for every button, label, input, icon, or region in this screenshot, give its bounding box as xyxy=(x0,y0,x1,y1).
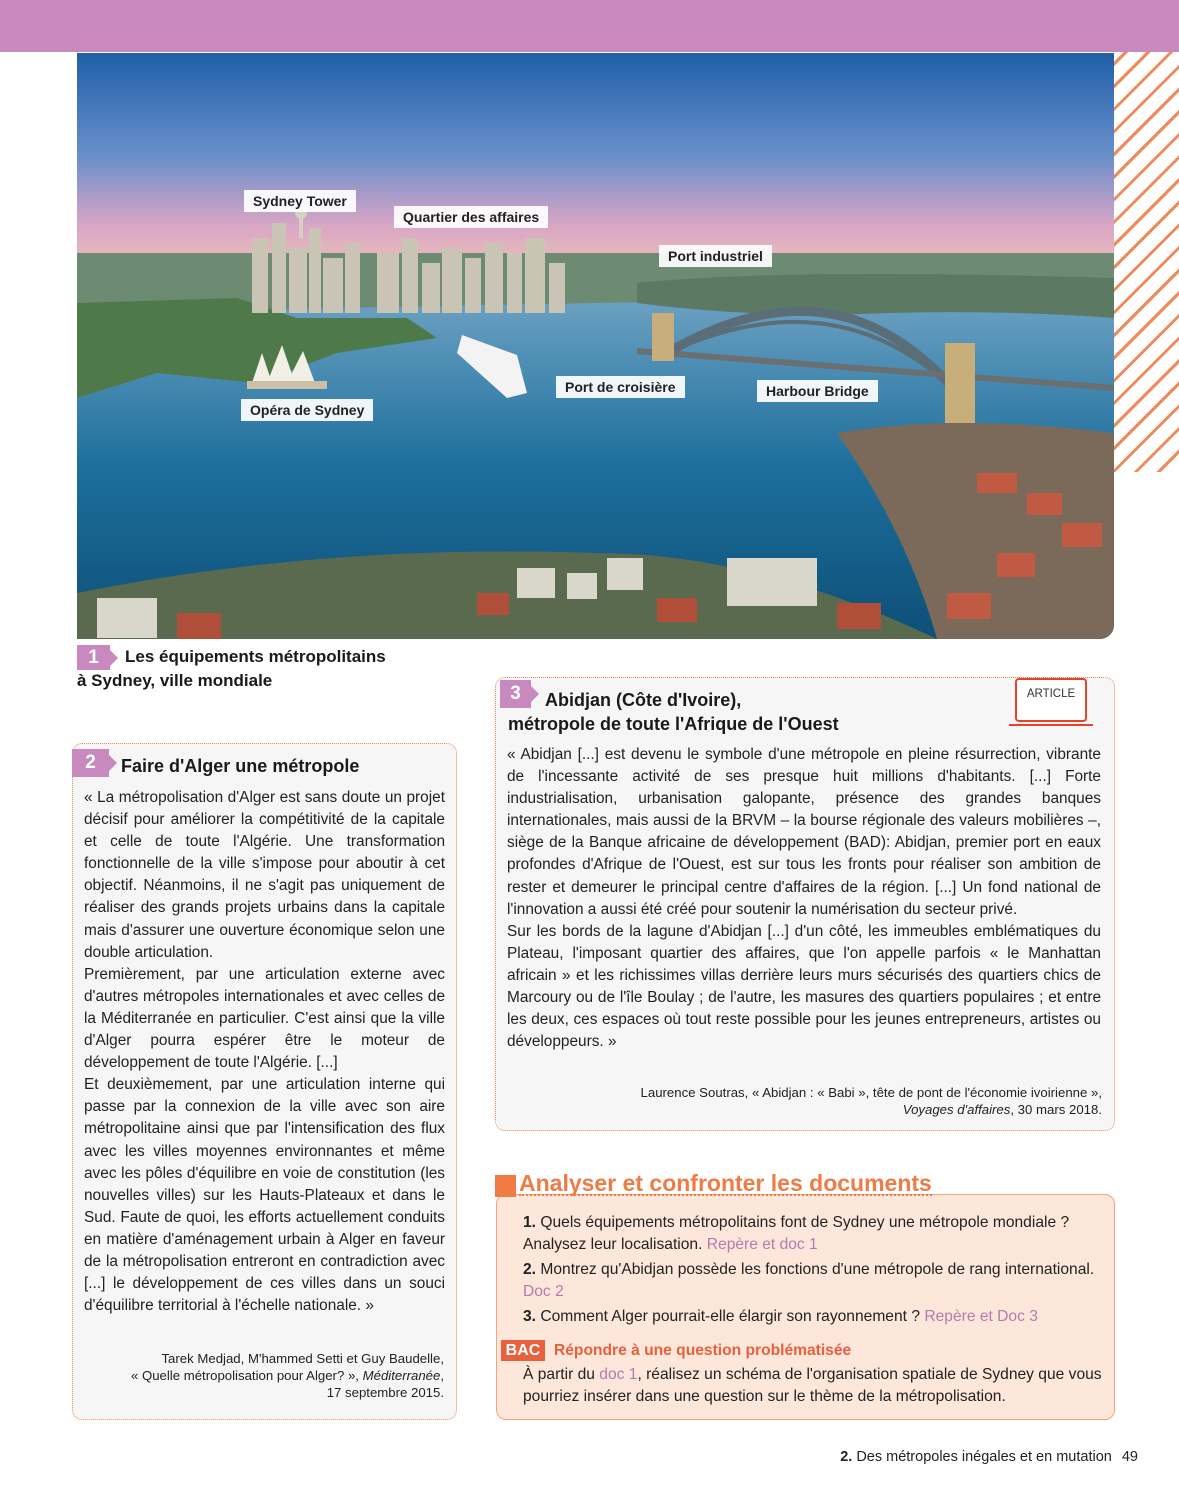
question-number: 1. xyxy=(523,1214,537,1231)
bac-title: Répondre à une question problématisée xyxy=(554,1342,852,1359)
doc3-paragraph: « Abidjan [...] est devenu le symbole d'une métropole en pleine résurrection, vibrante de l'incessante activité de ses presque huit millions d'habitants. [...] Forte industrialisation, urbanisation galopante, présence des grandes banques internationales, mais aussi de la BRVM – la bourse régionale des valeurs mobilières –, siège de la Banque africaine de développement (BAD): Abidjan, premier port en eaux profondes d'Afrique de l'Ouest, est sur tous les fronts pour réaliser son ambition de rester et demeurer le principal centre d'affaires de la région. [...] Un fond national de l'innovation a aussi été créé pour soutenir la numérisation du secteur privé. xyxy=(507,746,1101,918)
bac-ref: doc 1 xyxy=(599,1366,638,1383)
doc2-box xyxy=(72,743,457,1420)
doc3-source-date: , 30 mars 2018. xyxy=(1010,1102,1102,1117)
doc2-source-date: , 17 septembre 2015. xyxy=(326,1368,444,1400)
question-number: 3. xyxy=(523,1308,537,1325)
chapter-title: Des métropoles inégales et en mutation xyxy=(856,1449,1112,1465)
doc2-paragraph: Et deuxièmement, par une articulation interne qui passe par la connexion de la ville avec son aire métropolitaine ainsi que par l'intensification des flux avec les villes moyennes environnantes et même avec les pôles d'équilibre en voie de constitution (les nouvelles villes) sur les Hauts-Plateaux et dans le Sud. Faute de quoi, les efforts actuellement conduits en matière d'aménagement urbain à Alger en faveur de la métropolisation entreront en contradiction avec [...] le développement de ces villes dans un souci d'équilibre territorial à l'échelle nationale. » xyxy=(84,1076,445,1315)
doc2-source-journal: Méditerranée xyxy=(362,1368,441,1383)
doc1-caption-line2: à Sydney, ville mondiale xyxy=(77,671,273,690)
bac-text-after: , réalisez un schéma de l'organisation spatiale de Sydney que vous pourriez insérer dans une question sur le thème de la métropolisation. xyxy=(523,1366,1102,1405)
doc3-box xyxy=(495,677,1115,1131)
chapter-number: 2. xyxy=(840,1449,853,1465)
doc2-paragraph: « La métropolisation d'Alger est sans doute un projet décisif pour améliorer la compétitivité de la capitale et celle de toute l'Algérie. Une transformation fonctionnelle de la ville s'impose pour aboutir à cet objectif. Néanmoins, il ne s'agit pas uniquement de réaliser des grands projets urbains dans la capitale mais d'assurer une ouverture économique selon une double articulation. xyxy=(84,789,445,961)
page-footer xyxy=(840,1449,1138,1465)
doc2-text xyxy=(84,787,445,1317)
doc1-caption-line1: Les équipements métropolitains xyxy=(125,647,386,666)
doc1-caption xyxy=(77,645,386,693)
analysis-heading: Analyser et confronter les documents xyxy=(495,1170,932,1197)
label-sydney-tower: Sydney Tower xyxy=(244,190,356,212)
doc3-source xyxy=(542,1084,1102,1118)
doc3-source-journal: Voyages d'affaires xyxy=(902,1102,1011,1117)
question-ref: Repère et doc 1 xyxy=(706,1236,818,1253)
doc2-source xyxy=(114,1350,444,1401)
question-text: Montrez qu'Abidjan possède les fonctions d'une métropole de rang international. xyxy=(540,1261,1095,1278)
bac-text-before: À partir du xyxy=(523,1366,595,1383)
doc3-title-line1: Abidjan (Côte d'Ivoire), xyxy=(545,690,742,710)
question-ref: Repère et Doc 3 xyxy=(924,1308,1038,1325)
article-badge: ARTICLE xyxy=(1015,678,1087,722)
label-opera: Opéra de Sydney xyxy=(241,399,373,421)
doc-number-3: 3 xyxy=(500,680,531,708)
label-business-district: Quartier des affaires xyxy=(394,206,548,228)
doc-number-2: 2 xyxy=(72,749,109,777)
doc3-paragraph: Sur les bords de la lagune d'Abidjan [...] d'un côté, les immeubles emblématiques du Plateau, l'imposant quartier des affaires, que l'on appelle parfois « le Manhattan africain » et les richissimes villas derrière leurs murs sécurisés des quartiers chics de Marcoury ou de l'île Boulay ; de l'autre, les masures des quartiers populaires ; et entre les deux, ces espaces où tout reste possible pour les jeunes entrepreneurs, artistes ou développeurs. » xyxy=(507,922,1101,1051)
question-3 xyxy=(523,1306,1103,1328)
label-cruise-port: Port de croisière xyxy=(556,376,685,398)
bac-text xyxy=(523,1364,1103,1408)
label-harbour-bridge: Harbour Bridge xyxy=(757,380,878,402)
question-text: Quels équipements métropolitains font de Sydney une métropole mondiale ? Analysez leur localisation. xyxy=(523,1214,1070,1253)
doc3-source-line1: Laurence Soutras, « Abidjan : « Babi », tête de pont de l'économie ivoirienne », xyxy=(640,1085,1102,1100)
doc2-title: Faire d'Alger une métropole xyxy=(121,756,360,776)
question-number: 2. xyxy=(523,1261,537,1278)
question-2 xyxy=(523,1259,1103,1303)
page-number: 49 xyxy=(1121,1449,1138,1465)
question-ref: Doc 2 xyxy=(523,1283,564,1300)
doc2-paragraph: Premièrement, par une articulation externe avec d'autres métropoles internationales et avec celles de la Méditerranée en particulier. C'est ainsi que la ville d'Alger pourra espérer être le moteur de développement de toute l'Algérie. [...] xyxy=(84,965,445,1072)
doc3-title xyxy=(508,688,839,736)
header-band xyxy=(0,0,1179,52)
label-industrial-port: Port industriel xyxy=(659,245,772,267)
question-text: Comment Alger pourrait-elle élargir son rayonnement ? xyxy=(540,1308,920,1325)
decorative-hatching xyxy=(1114,52,1179,472)
doc2-source-authors: Tarek Medjad, M'hammed Setti et Guy Baudelle, xyxy=(161,1351,444,1366)
doc-number-1: 1 xyxy=(77,645,110,670)
question-1 xyxy=(523,1212,1103,1256)
doc3-text xyxy=(507,744,1101,1053)
doc3-title-line2: métropole de toute l'Afrique de l'Ouest xyxy=(508,714,839,734)
sydney-harbour-illustration xyxy=(77,53,1114,639)
bac-tag: BAC xyxy=(501,1340,545,1361)
sydney-photo xyxy=(77,53,1114,639)
analysis-box xyxy=(496,1194,1115,1420)
doc2-source-title: « Quelle métropolisation pour Alger? », xyxy=(130,1368,359,1383)
